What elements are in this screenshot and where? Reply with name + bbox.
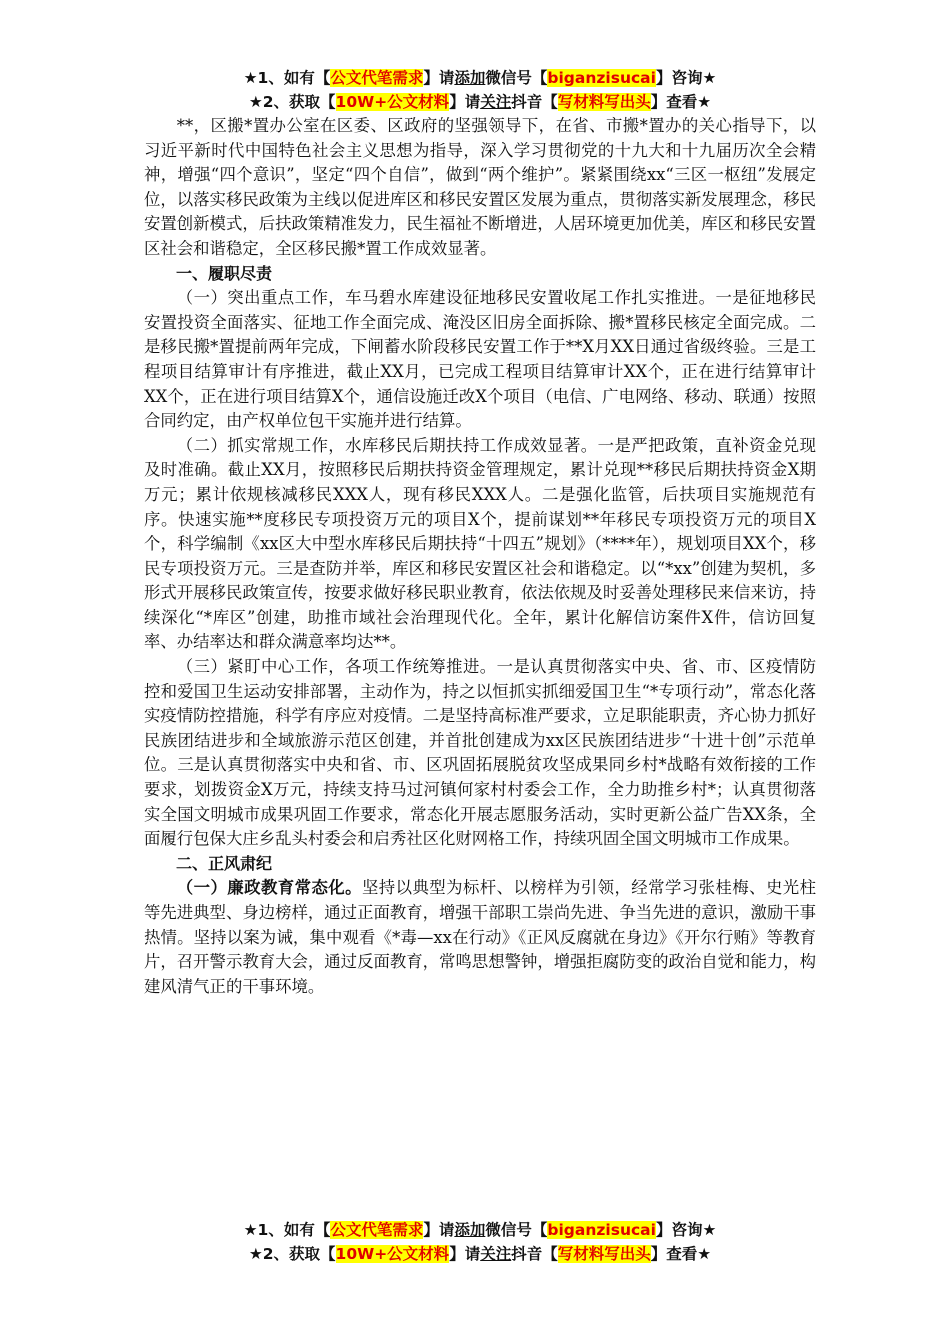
promo-text: 】请 (449, 1245, 481, 1263)
promo-underline: 添加 (454, 1221, 486, 1239)
promo-text: ★1、如有【 (243, 1221, 331, 1239)
promo-underline: 关注 (480, 1245, 512, 1263)
promo-line-2 (144, 90, 816, 114)
section2-heading: 二、正风肃纪 (176, 853, 273, 873)
promo-highlight: 10W+公文材料 (335, 1245, 450, 1263)
promo-underline: 关注 (480, 93, 512, 111)
section1-paragraph-3: （三）紧盯中心工作，各项工作统筹推进。一是认真贯彻落实中央、省、市、区疫情防控和爱国卫生运动安排部署，主动作为，持之以恒抓实抓细爱国卫生“*专项行动”，常态化落实疫情防控措施，科学有序应对疫情。二是坚持高标准严要求，立足职能职责，齐心协力抓好民族团结进步和全域旅游示范区创建，并首批创建成为xx区民族团结进步“十进十创”示范单位。三是认真贯彻落实中央和省、市、区巩固拓展脱贫攻坚成果同乡村*战略有效衔接的工作要求，划拨资金X万元，持续支持马过河镇何家村村委会工作，全力助推乡村*；认真贯彻落实全国文明城市成果巩固工作要求，常态化开展志愿服务活动，实时更新公益广告XX条，全面履行包保大庄乡乱头村委会和启秀社区化财网格工作，持续巩固全国文明城市工作成果。 (144, 657, 817, 849)
promo-text: 抖音【 (511, 93, 558, 111)
promo-banner-top (144, 66, 816, 114)
promo-highlight: biganzisucai (547, 69, 656, 87)
promo-text: 】查看★ (650, 1245, 712, 1263)
promo-line-1 (144, 66, 816, 90)
section2-paragraph-1-lead: （一）廉政教育常态化。 (176, 878, 362, 898)
promo-line-2 (144, 1242, 816, 1266)
promo-text: ★1、如有【 (243, 69, 331, 87)
document-page (144, 66, 816, 999)
promo-text: 】查看★ (650, 93, 712, 111)
promo-highlight: 写材料写出头 (557, 93, 651, 111)
promo-highlight: 公文代笔需求 (330, 69, 424, 87)
promo-text: 】咨询★ (655, 1221, 717, 1239)
promo-text: 】请 (449, 93, 481, 111)
promo-text: ★2、获取【 (248, 1245, 336, 1263)
promo-text: 抖音【 (511, 1245, 558, 1263)
promo-highlight: 公文代笔需求 (330, 1221, 424, 1239)
promo-text: 】请 (423, 1221, 455, 1239)
promo-highlight: 10W+公文材料 (335, 93, 450, 111)
promo-underline: 添加 (454, 69, 486, 87)
section1-heading: 一、履职尽责 (176, 263, 273, 283)
promo-text: 】请 (423, 69, 455, 87)
section1-paragraph-2: （二）抓实常规工作，水库移民后期扶持工作成效显著。一是严把政策，直补资金兑现及时准确。截止XX月，按照移民后期扶持资金管理规定，累计兑现**移民后期扶持资金X期万元；累计依规核减移民XXX人，现有移民XXX人。二是强化监管，后扶项目实施规范有序。快速实施**度移民专项投资万元的项目X个，提前谋划**年移民专项投资万元的项目X个，科学编制《xx区大中型水库移民后期扶持“十四五”规划》（****年），规划项目XX个，移民专项投资万元。三是查防并举，库区和移民安置区社会和谐稳定。以“*xx”创建为契机，多形式开展移民政策宣传，按要求做好移民职业教育，依法依规及时妥善处理移民来信来访，持续深化“*库区”创建，助推市域社会治理现代化。全年，累计化解信访案件X件，信访回复率、办结率达和群众满意率均达**。 (144, 435, 817, 652)
promo-text: 微信号【 (485, 69, 548, 87)
section2-paragraph-1 (144, 876, 816, 999)
promo-highlight: 写材料写出头 (557, 1245, 651, 1263)
promo-text: ★2、获取【 (248, 93, 336, 111)
promo-text: 】咨询★ (655, 69, 717, 87)
promo-banner-bottom (144, 1218, 816, 1266)
promo-line-1 (144, 1218, 816, 1242)
intro-paragraph: **，区搬*置办公室在区委、区政府的坚强领导下，在省、市搬*置办的关心指导下，以习近平新时代中国特色社会主义思想为指导，深入学习贯彻党的十九大和十九届历次全会精神，增强“四个意识”，坚定“四个自信”，做到“两个维护”。紧紧围绕xx“三区一枢纽”发展定位，以落实移民政策为主线以促进库区和移民安置区发展为重点，贯彻落实新发展理念，移民安置创新模式，后扶政策精准发力，民生福祉不断增进，人居环境更加优美，库区和移民安置区社会和谐稳定，全区移民搬*置工作成效显著。 (144, 116, 817, 258)
promo-text: 微信号【 (485, 1221, 548, 1239)
promo-highlight: biganzisucai (547, 1221, 656, 1239)
section2-paragraph-1-body: 坚持以典型为标杆、以榜样为引领，经常学习张桂梅、史光柱等先进典型、身边榜样，通过正面教育，增强干部职工崇尚先进、争当先进的意识，激励干事热情。坚持以案为诫，集中观看《*毒—xx在行动》《正风反腐就在身边》《开尔行贿》等教育片，召开警示教育大会，通过反面教育，常鸣思想警钟，增强拒腐防变的政治自觉和能力，构建风清气正的干事环境。 (144, 878, 817, 996)
section1-paragraph-1: （一）突出重点工作，车马碧水库建设征地移民安置收尾工作扎实推进。一是征地移民安置投资全面落实、征地工作全面完成、淹没区旧房全面拆除、搬*置移民核定全面完成。二是移民搬*置提前两年完成，下闸蓄水阶段移民安置工作于**X月XX日通过省级终验。三是工程项目结算审计有序推进，截止XX月，已完成工程项目结算审计XX个，正在进行结算审计XX个，正在进行项目结算X个，通信设施迁改X个项目（电信、广电网络、移动、联通）按照合同约定，由产权单位包干实施并进行结算。 (144, 288, 816, 431)
